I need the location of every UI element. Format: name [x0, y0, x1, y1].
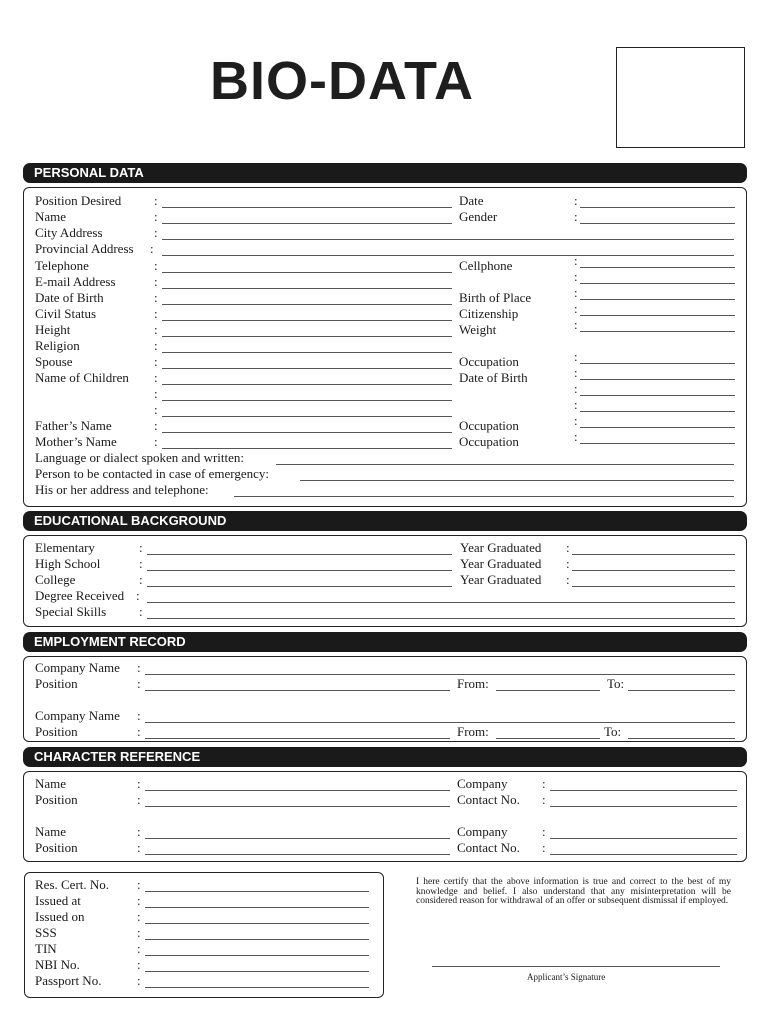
input-issued-at[interactable]	[145, 907, 369, 908]
input-city-address[interactable]	[162, 239, 734, 240]
colon: :	[154, 386, 158, 401]
section-educational-background: EDUCATIONAL BACKGROUND	[23, 511, 747, 531]
input-from-1[interactable]	[496, 690, 600, 691]
colon: :	[137, 724, 141, 739]
label-to-1: To:	[607, 676, 625, 691]
label-elementary: Elementary	[35, 540, 95, 555]
reference-box	[23, 771, 747, 862]
colon: :	[137, 909, 141, 924]
label-ref-name-2: Name	[35, 824, 67, 839]
colon: :	[154, 225, 158, 240]
colon: :	[154, 274, 158, 289]
input-passport-no[interactable]	[145, 987, 369, 988]
colon: :	[154, 193, 158, 208]
label-to-2: To:	[604, 724, 622, 739]
input-year-graduated-elementary[interactable]	[572, 554, 735, 555]
input-to-1[interactable]	[628, 690, 735, 691]
colon: :	[139, 604, 143, 619]
section-character-reference: CHARACTER REFERENCE	[23, 747, 747, 767]
input-mothers-name[interactable]	[162, 448, 452, 449]
input-ref-contact-2[interactable]	[550, 854, 737, 855]
colon: :	[154, 258, 158, 273]
colon: :	[137, 840, 141, 855]
input-degree-received[interactable]	[147, 602, 735, 603]
input-ref-name-2[interactable]	[145, 838, 450, 839]
colon: :	[137, 877, 141, 892]
colon: :	[574, 413, 578, 428]
input-ref-position-2[interactable]	[145, 854, 450, 855]
input-year-graduated-high-school[interactable]	[572, 570, 735, 571]
colon: :	[574, 397, 578, 412]
colon: :	[154, 354, 158, 369]
input-child-2[interactable]	[162, 400, 452, 401]
education-box	[23, 535, 747, 627]
input-father-occupation[interactable]	[580, 427, 735, 428]
label-nbi-no: NBI No.	[35, 957, 80, 972]
input-child-dob-1[interactable]	[580, 379, 735, 380]
colon: :	[566, 556, 570, 571]
colon: :	[154, 402, 158, 417]
colon: :	[542, 776, 546, 791]
input-ref-company-2[interactable]	[550, 838, 737, 839]
colon: :	[574, 301, 578, 316]
label-sss: SSS	[35, 925, 57, 940]
colon: :	[542, 824, 546, 839]
label-passport-no: Passport No.	[35, 973, 102, 988]
label-high-school: High School	[35, 556, 101, 571]
label-position-2: Position	[35, 724, 78, 739]
input-weight[interactable]	[580, 331, 735, 332]
colon: :	[137, 792, 141, 807]
input-year-graduated-college[interactable]	[572, 586, 735, 587]
colon: :	[154, 209, 158, 224]
label-gender: Gender	[459, 209, 498, 224]
input-cellphone-1[interactable]	[580, 267, 735, 268]
colon: :	[137, 660, 141, 675]
colon: :	[136, 588, 140, 603]
label-position-1: Position	[35, 676, 78, 691]
label-mother-occupation: Occupation	[459, 434, 519, 449]
signature-label: Applicant’s Signature	[527, 972, 606, 982]
colon: :	[574, 429, 578, 444]
input-company-name-2[interactable]	[145, 722, 735, 723]
input-college[interactable]	[147, 586, 452, 587]
document-title: BIO-DATA	[210, 51, 474, 111]
colon: :	[139, 540, 143, 555]
input-issued-on[interactable]	[145, 923, 369, 924]
label-from-1: From:	[457, 676, 489, 691]
colon: :	[154, 322, 158, 337]
colon: :	[137, 957, 141, 972]
colon: :	[150, 241, 154, 256]
colon: :	[542, 840, 546, 855]
label-weight: Weight	[459, 322, 497, 337]
input-gender[interactable]	[580, 223, 735, 224]
input-nbi-no[interactable]	[145, 971, 369, 972]
label-name: Name	[35, 209, 67, 224]
label-religion: Religion	[35, 338, 80, 353]
input-date-of-birth[interactable]	[162, 304, 452, 305]
input-ref-position-1[interactable]	[145, 806, 450, 807]
label-position-desired: Position Desired	[35, 193, 122, 208]
certification-statement: I here certify that the above information is true and correct to the best of my knowledge and belief. I also understand that any misinterpretation will be considered reason for withdrawal of an offer or subsequent dismissal if employed.	[416, 877, 731, 907]
colon: :	[154, 434, 158, 449]
colon: :	[154, 418, 158, 433]
colon: :	[574, 317, 578, 332]
input-name[interactable]	[162, 223, 452, 224]
input-ref-contact-1[interactable]	[550, 806, 737, 807]
colon: :	[137, 708, 141, 723]
colon: :	[154, 338, 158, 353]
label-year-graduated-college: Year Graduated	[460, 572, 542, 587]
personal-data-box	[23, 187, 747, 507]
colon: :	[574, 209, 578, 224]
input-child-1[interactable]	[162, 384, 452, 385]
colon: :	[137, 973, 141, 988]
label-height: Height	[35, 322, 71, 337]
input-elementary[interactable]	[147, 554, 452, 555]
label-issued-at: Issued at	[35, 893, 81, 908]
input-religion[interactable]	[162, 352, 452, 353]
input-date[interactable]	[580, 207, 735, 208]
label-date-of-birth: Date of Birth	[35, 290, 104, 305]
label-email: E-mail Address	[35, 274, 116, 289]
input-mother-occupation[interactable]	[580, 443, 735, 444]
section-personal-data: PERSONAL DATA	[23, 163, 747, 183]
label-emergency-address: His or her address and telephone:	[35, 482, 209, 497]
colon: :	[574, 269, 578, 284]
label-spouse: Spouse	[35, 354, 73, 369]
label-ref-contact-2: Contact No.	[457, 840, 520, 855]
colon: :	[139, 572, 143, 587]
input-sss[interactable]	[145, 939, 369, 940]
colon: :	[137, 925, 141, 940]
colon: :	[574, 193, 578, 208]
label-from-2: From:	[457, 724, 489, 739]
label-ref-company-2: Company	[457, 824, 508, 839]
colon: :	[137, 824, 141, 839]
input-civil-status[interactable]	[162, 320, 452, 321]
colon: :	[574, 349, 578, 364]
colon: :	[154, 306, 158, 321]
colon: :	[566, 540, 570, 555]
label-ref-name-1: Name	[35, 776, 67, 791]
label-children-dob: Date of Birth	[459, 370, 528, 385]
input-fathers-name[interactable]	[162, 432, 452, 433]
input-from-2[interactable]	[496, 738, 600, 739]
input-ref-name-1[interactable]	[145, 790, 450, 791]
input-child-dob-3[interactable]	[580, 411, 735, 412]
colon: :	[154, 290, 158, 305]
label-city-address: City Address	[35, 225, 103, 240]
input-spouse[interactable]	[162, 368, 452, 369]
input-language[interactable]	[276, 464, 734, 465]
label-citizenship: Citizenship	[459, 306, 519, 321]
label-provincial-address: Provincial Address	[35, 241, 134, 256]
label-company-name-1: Company Name	[35, 660, 120, 675]
label-spouse-occupation: Occupation	[459, 354, 519, 369]
input-high-school[interactable]	[147, 570, 452, 571]
colon: :	[542, 792, 546, 807]
input-spouse-occupation[interactable]	[580, 363, 735, 364]
employment-box	[23, 656, 747, 742]
section-employment-record: EMPLOYMENT RECORD	[23, 632, 747, 652]
input-child-3[interactable]	[162, 416, 452, 417]
label-birth-of-place: Birth of Place	[459, 290, 532, 305]
label-tin: TIN	[35, 941, 57, 956]
colon: :	[566, 572, 570, 587]
label-college: College	[35, 572, 76, 587]
input-email[interactable]	[162, 288, 452, 289]
label-res-cert-no: Res. Cert. No.	[35, 877, 110, 892]
label-ref-company-1: Company	[457, 776, 508, 791]
label-ref-contact-1: Contact No.	[457, 792, 520, 807]
label-company-name-2: Company Name	[35, 708, 120, 723]
label-emergency-contact: Person to be contacted in case of emergency:	[35, 466, 270, 481]
input-company-name-1[interactable]	[145, 674, 735, 675]
input-ref-company-1[interactable]	[550, 790, 737, 791]
input-emergency-address[interactable]	[234, 496, 734, 497]
input-res-cert-no[interactable]	[145, 891, 369, 892]
input-cellphone-2[interactable]	[580, 283, 735, 284]
input-height[interactable]	[162, 336, 452, 337]
label-name-of-children: Name of Children	[35, 370, 129, 385]
colon: :	[137, 893, 141, 908]
label-language: Language or dialect spoken and written:	[35, 450, 245, 465]
colon: :	[139, 556, 143, 571]
label-fathers-name: Father’s Name	[35, 418, 112, 433]
input-position-1[interactable]	[145, 690, 450, 691]
colon: :	[574, 381, 578, 396]
label-ref-position-1: Position	[35, 792, 78, 807]
input-special-skills[interactable]	[147, 618, 735, 619]
input-to-2[interactable]	[628, 738, 735, 739]
label-telephone: Telephone	[35, 258, 89, 273]
colon: :	[574, 365, 578, 380]
label-degree-received: Degree Received	[35, 588, 125, 603]
input-position-2[interactable]	[145, 738, 450, 739]
input-provincial-address[interactable]	[162, 255, 734, 256]
photo-box[interactable]	[616, 47, 745, 148]
ids-box	[24, 872, 384, 998]
colon: :	[574, 253, 578, 268]
label-year-graduated-elementary: Year Graduated	[460, 540, 542, 555]
input-child-dob-2[interactable]	[580, 395, 735, 396]
input-position-desired[interactable]	[162, 207, 452, 208]
label-year-graduated-high-school: Year Graduated	[460, 556, 542, 571]
input-birth-of-place[interactable]	[580, 299, 735, 300]
input-telephone[interactable]	[162, 272, 452, 273]
input-emergency-contact[interactable]	[300, 480, 734, 481]
label-civil-status: Civil Status	[35, 306, 97, 321]
label-father-occupation: Occupation	[459, 418, 519, 433]
colon: :	[137, 776, 141, 791]
label-issued-on: Issued on	[35, 909, 85, 924]
input-citizenship[interactable]	[580, 315, 735, 316]
label-mothers-name: Mother’s Name	[35, 434, 117, 449]
label-ref-position-2: Position	[35, 840, 78, 855]
colon: :	[154, 370, 158, 385]
label-date: Date	[459, 193, 484, 208]
colon: :	[137, 941, 141, 956]
label-special-skills: Special Skills	[35, 604, 107, 619]
signature-line[interactable]	[432, 966, 720, 967]
colon: :	[574, 285, 578, 300]
input-tin[interactable]	[145, 955, 369, 956]
label-cellphone: Cellphone	[459, 258, 513, 273]
colon: :	[137, 676, 141, 691]
